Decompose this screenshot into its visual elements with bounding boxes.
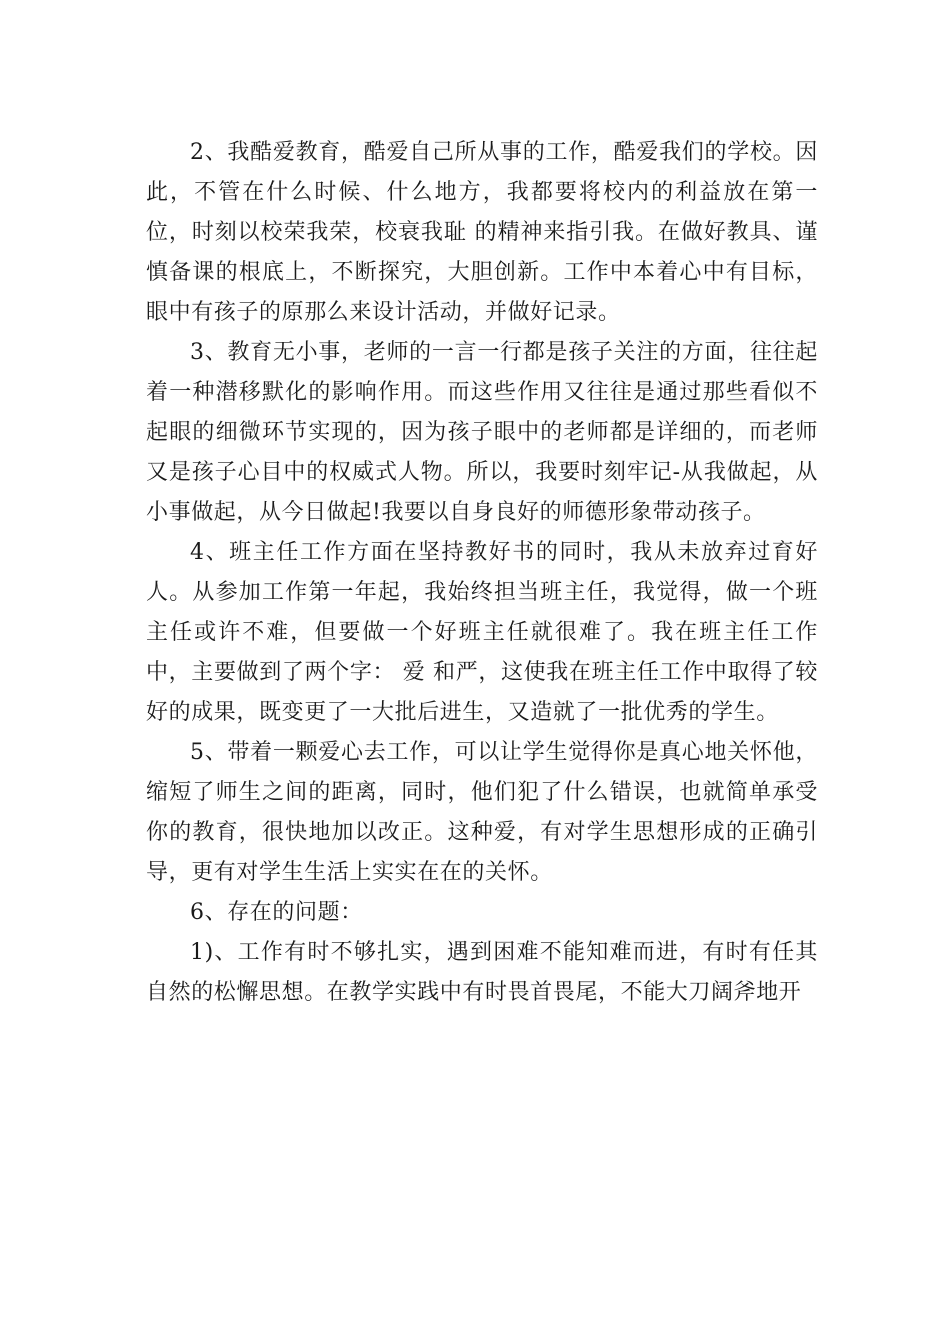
paragraph-5: 5、带着一颗爱心去工作，可以让学生觉得你是真心地关怀他，缩短了师生之间的距离，同时，他们犯了什么错误，也就简单承受你的教育，很快地加以改正。这种爱，有对学生思想形成的正确引导，更有对学生生活上实实在在的关怀。 bbox=[146, 740, 818, 885]
paragraph-6-heading: 6、存在的问题： bbox=[190, 900, 363, 925]
paragraph-4: 4、班主任工作方面在坚持教好书的同时，我从未放弃过育好人。从参加工作第一年起，我始终担当班主任，我觉得，做一个班主任或许不难，但要做一个好班主任就很难了。我在班主任工作中，主要做到了两个字： 爱 和严，这使我在班主任工作中取得了较好的成果，既变更了一大批后进生，又造就了一批优秀的学生。 bbox=[146, 540, 818, 725]
document-body bbox=[146, 133, 818, 1013]
paragraph-3: 3、教育无小事，老师的一言一行都是孩子关注的方面，往往起着一种潜移默化的影响作用。而这些作用又往往是通过那些看似不起眼的细微环节实现的，因为孩子眼中的老师都是详细的，而老师又是孩子心目中的权威式人物。所以，我要时刻牢记-从我做起，从小事做起，从今日做起!我要以自身良好的师德形象带动孩子。 bbox=[146, 340, 818, 525]
paragraph-6-item-1: 1)、工作有时不够扎实，遇到困难不能知难而进，有时有任其自然的松懈思想。在教学实践中有时畏首畏尾，不能大刀阔斧地开 bbox=[146, 940, 818, 1005]
paragraph-2: 2、我酷爱教育，酷爱自己所从事的工作，酷爱我们的学校。因此，不管在什么时候、什么地方，我都要将校内的利益放在第一位，时刻以校荣我荣，校衰我耻 的精神来指引我。在做好教具、谨慎备课的根底上，不断探究，大胆创新。工作中本着心中有目标，眼中有孩子的原那么来设计活动，并做好记录。 bbox=[146, 140, 818, 325]
